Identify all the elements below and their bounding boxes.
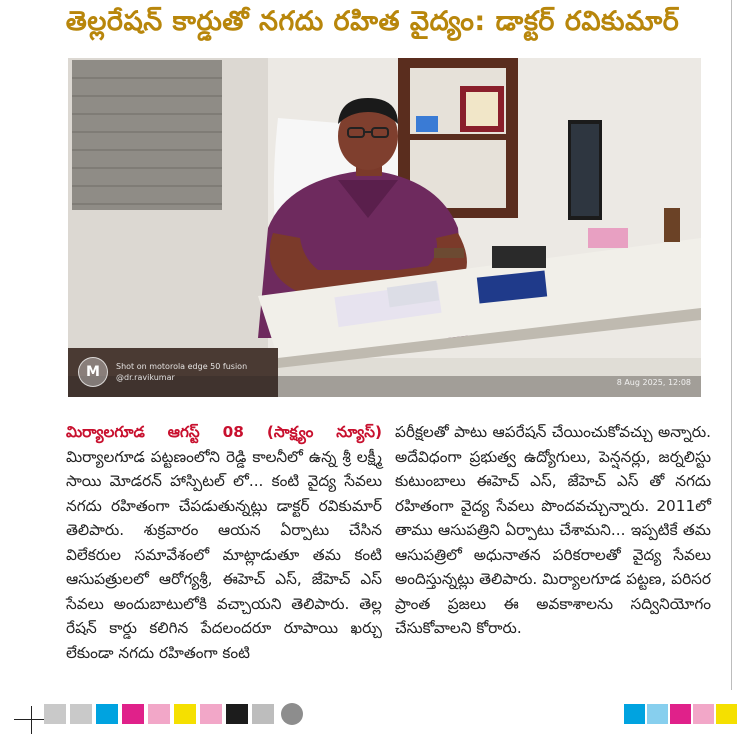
headline: తెల్లరేషన్ కార్డుతో నగదు రహిత వైద్యం: డాక్టర్ రవికుమార్	[65, 6, 680, 37]
registration-dot	[281, 703, 303, 725]
color-swatch	[44, 704, 66, 724]
color-swatch	[122, 704, 144, 724]
color-swatch	[716, 704, 737, 724]
photo-timestamp: 8 Aug 2025, 12:08	[616, 378, 691, 387]
color-swatch	[252, 704, 274, 724]
photo-illustration	[68, 58, 701, 397]
watermark-text	[116, 361, 247, 383]
page-margin-line	[731, 0, 732, 690]
article-column-right	[395, 420, 711, 641]
color-swatch	[670, 704, 691, 724]
camera-watermark	[78, 357, 247, 387]
watermark-line-1: Shot on motorola edge 50 fusion	[116, 362, 248, 371]
crop-mark-vertical	[31, 706, 32, 734]
color-swatch	[148, 704, 170, 724]
article-column-left	[66, 420, 382, 665]
color-swatch	[226, 704, 248, 724]
color-swatch	[96, 704, 118, 724]
article-body-left: మిర్యాలగూడ పట్టణంలోని రెడ్డి కాలనీలో ఉన్న శ్రీ లక్ష్మీ సాయి మోడరన్ హాస్పిటల్ లో... కంటి వైద్య సేవలు నగదు రహితంగా చేపడుతున్నట్లు డాక్టర్ రవికుమార్ తెలిపారు. శుక్రవారం ఆయన ఏర్పాటు చేసిన విలేకరుల సమావేశంలో మాట్లాడుతూ తమ కంటి ఆసుపత్రులలో ఆరోగ్యశ్రీ, ఈహెచ్ ఎస్, జేహెచ్ ఎస్ సేవలు అందుబాటులోకి వచ్చాయని తెలిపారు. తెల్ల రేషన్ కార్డు కలిగిన పేదలందరూ రూపాయి ఖర్చు లేకుండా నగదు రహితంగా కంటి	[66, 447, 382, 662]
color-swatch	[200, 704, 222, 724]
article-dateline: మిర్యాలగూడ ఆగస్ట్ 08 (సాక్ష్యం న్యూస్)	[66, 423, 382, 441]
motorola-logo-icon: M	[78, 357, 108, 387]
color-swatch	[70, 704, 92, 724]
color-swatch	[174, 704, 196, 724]
color-swatch	[624, 704, 645, 724]
watermark-line-2: @dr.ravikumar	[116, 373, 175, 382]
color-swatch	[647, 704, 668, 724]
article-body-right: పరీక్షలతో పాటు ఆపరేషన్ చేయించుకోవచ్చు అన్నారు. అదేవిధంగా ప్రభుత్వ ఉద్యోగులు, పెన్షనర్లు, జర్నలిస్టు కుటుంబాలు ఈహెచ్ ఎస్, జేహెచ్ ఎస్ తో నగదు రహితంగా వైద్య సేవలు పొందవచ్చున్నారు. 2011లో తాము ఆసుపత్రిని ఏర్పాటు చేశామని... ఇప్పటికే తమ ఆసుపత్రిలో అధునాతన పరికరాలతో వైద్య సేవలు అందిస్తున్నట్లు తెలిపారు. మిర్యాలగూడ పట్టణ, పరిసర ప్రాంత ప్రజలు ఈ అవకాశాలను సద్వినియోగం చేసుకోవాలని కోరారు.	[395, 423, 711, 637]
color-swatch	[693, 704, 714, 724]
doctor-photo	[68, 58, 701, 397]
